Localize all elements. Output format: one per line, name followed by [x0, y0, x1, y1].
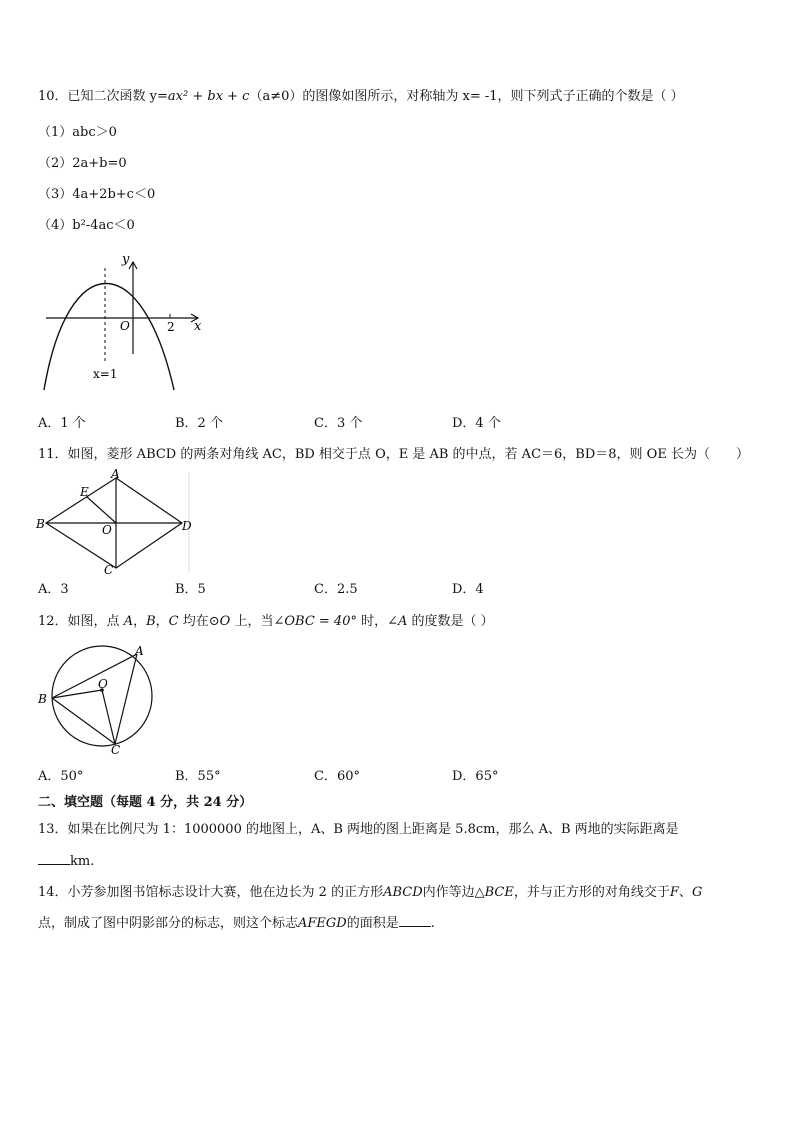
- q14-triangle-bce: BCE: [484, 885, 514, 900]
- origin-label: O: [120, 319, 130, 333]
- q10-stem: [38, 88, 684, 106]
- q10-choice-b[interactable]: B．2 个: [175, 416, 223, 431]
- y-axis-label: y: [122, 252, 130, 267]
- q11-stem: 11．如图，菱形 ABCD 的两条对角线 AC，BD 相交于点 O，E 是 AB 的中点，若 AC＝6，BD＝8，则 OE 长为（ ）: [38, 447, 749, 462]
- q12-sep-1: ，: [133, 614, 147, 629]
- q14-sep: 、: [678, 885, 692, 900]
- q13-answer-line: [38, 852, 94, 871]
- q10-statement-2: （2）2a+b=0: [38, 156, 127, 171]
- label-b: B: [38, 692, 47, 706]
- q10-suffix: （a≠0）的图像如图所示，对称轴为 x= -1，则下列式子正确的个数是（ ）: [249, 89, 684, 104]
- q10-choice-c[interactable]: C．3 个: [314, 416, 363, 431]
- q10-prefix: 10．已知二次函数 y=: [38, 89, 168, 104]
- q12-angle-obc: ∠OBC = 40°: [273, 614, 357, 629]
- q12-choice-a[interactable]: A．50°: [38, 769, 84, 784]
- q12-sep-2: ，: [155, 614, 169, 629]
- label-o: O: [102, 523, 112, 537]
- symmetry-axis-label: x=1: [93, 367, 118, 381]
- q11-choice-a[interactable]: A．3: [38, 582, 69, 597]
- q12-point-c: C: [168, 614, 179, 629]
- q14-text-4: 点，制成了图中阴影部分的标志，则这个标志: [38, 916, 299, 931]
- q10-choice-d[interactable]: D．4 个: [452, 416, 501, 431]
- q10-choice-a[interactable]: A．1 个: [38, 416, 86, 431]
- q12-text-3: 上，当: [230, 614, 274, 629]
- q11-choice-c[interactable]: C．2.5: [314, 582, 358, 597]
- label-d: D: [182, 519, 192, 533]
- q12-point-o: O: [219, 614, 231, 629]
- label-o: O: [98, 677, 108, 691]
- q11-rhombus-figure: [36, 467, 196, 577]
- x-axis-label: x: [194, 319, 202, 334]
- q12-choice-b[interactable]: B．55°: [175, 769, 221, 784]
- q10-statement-3: （3）4a+2b+c＜0: [38, 187, 156, 202]
- q10-parabola-figure: [38, 250, 208, 400]
- label-a: A: [135, 644, 144, 658]
- q12-text-4: 时，: [356, 614, 388, 629]
- q10-formula: ax² + bx + c: [167, 89, 250, 104]
- label-c: C: [111, 743, 121, 757]
- q13-stem: 13．如果在比例尺为 1：1000000 的地图上，A、B 两地的图上距离是 5.8cm，那么 A、B 两地的实际距离是: [38, 822, 679, 837]
- q14-blank[interactable]: [399, 914, 431, 927]
- q12-stem: [38, 613, 494, 631]
- q12-text-5: 的度数是（ ）: [407, 614, 494, 629]
- q13-unit: km.: [70, 854, 95, 869]
- q12-circle-figure: [36, 642, 161, 757]
- q14-point-f: F: [669, 885, 679, 900]
- q14-square-abcd: ABCD: [383, 885, 423, 900]
- q14-text-3: ，并与正方形的对角线交于: [513, 885, 670, 900]
- label-c: C: [104, 563, 114, 577]
- q14-stem-line-1: [38, 884, 702, 902]
- segment-oe: [87, 497, 116, 523]
- q10-statement-4: （4）b²-4ac＜0: [38, 218, 135, 233]
- q11-choice-b[interactable]: B．5: [175, 582, 206, 597]
- q12-text-2: 均在⊙: [178, 614, 220, 629]
- label-e: E: [80, 485, 89, 499]
- label-a: A: [111, 467, 120, 481]
- tick-label-2: 2: [167, 320, 175, 334]
- q14-shape-afegd: AFEGD: [298, 916, 347, 931]
- q11-choice-d[interactable]: D．4: [452, 582, 484, 597]
- q12-angle-a: ∠A: [387, 614, 408, 629]
- q12-choice-c[interactable]: C．60°: [314, 769, 360, 784]
- q12-point-a: A: [123, 614, 134, 629]
- q14-text-5: 的面积是: [346, 916, 399, 931]
- q14-stem-line-2: [38, 914, 435, 933]
- q12-text-1: 12．如图，点: [38, 614, 124, 629]
- q14-end: .: [430, 916, 435, 931]
- segment-ac: [115, 654, 137, 744]
- q13-blank[interactable]: [38, 852, 70, 865]
- label-b: B: [36, 517, 45, 531]
- q12-point-b: B: [146, 614, 156, 629]
- q14-text-2: 内作等边△: [422, 885, 485, 900]
- section-title: 二、填空题（每题 4 分，共 24 分）: [38, 795, 253, 810]
- q14-point-g: G: [691, 885, 703, 900]
- q14-text-1: 14．小芳参加图书馆标志设计大赛，他在边长为 2 的正方形: [38, 885, 384, 900]
- q10-statement-1: （1）abc＞0: [38, 125, 117, 140]
- q12-choice-d[interactable]: D．65°: [452, 769, 499, 784]
